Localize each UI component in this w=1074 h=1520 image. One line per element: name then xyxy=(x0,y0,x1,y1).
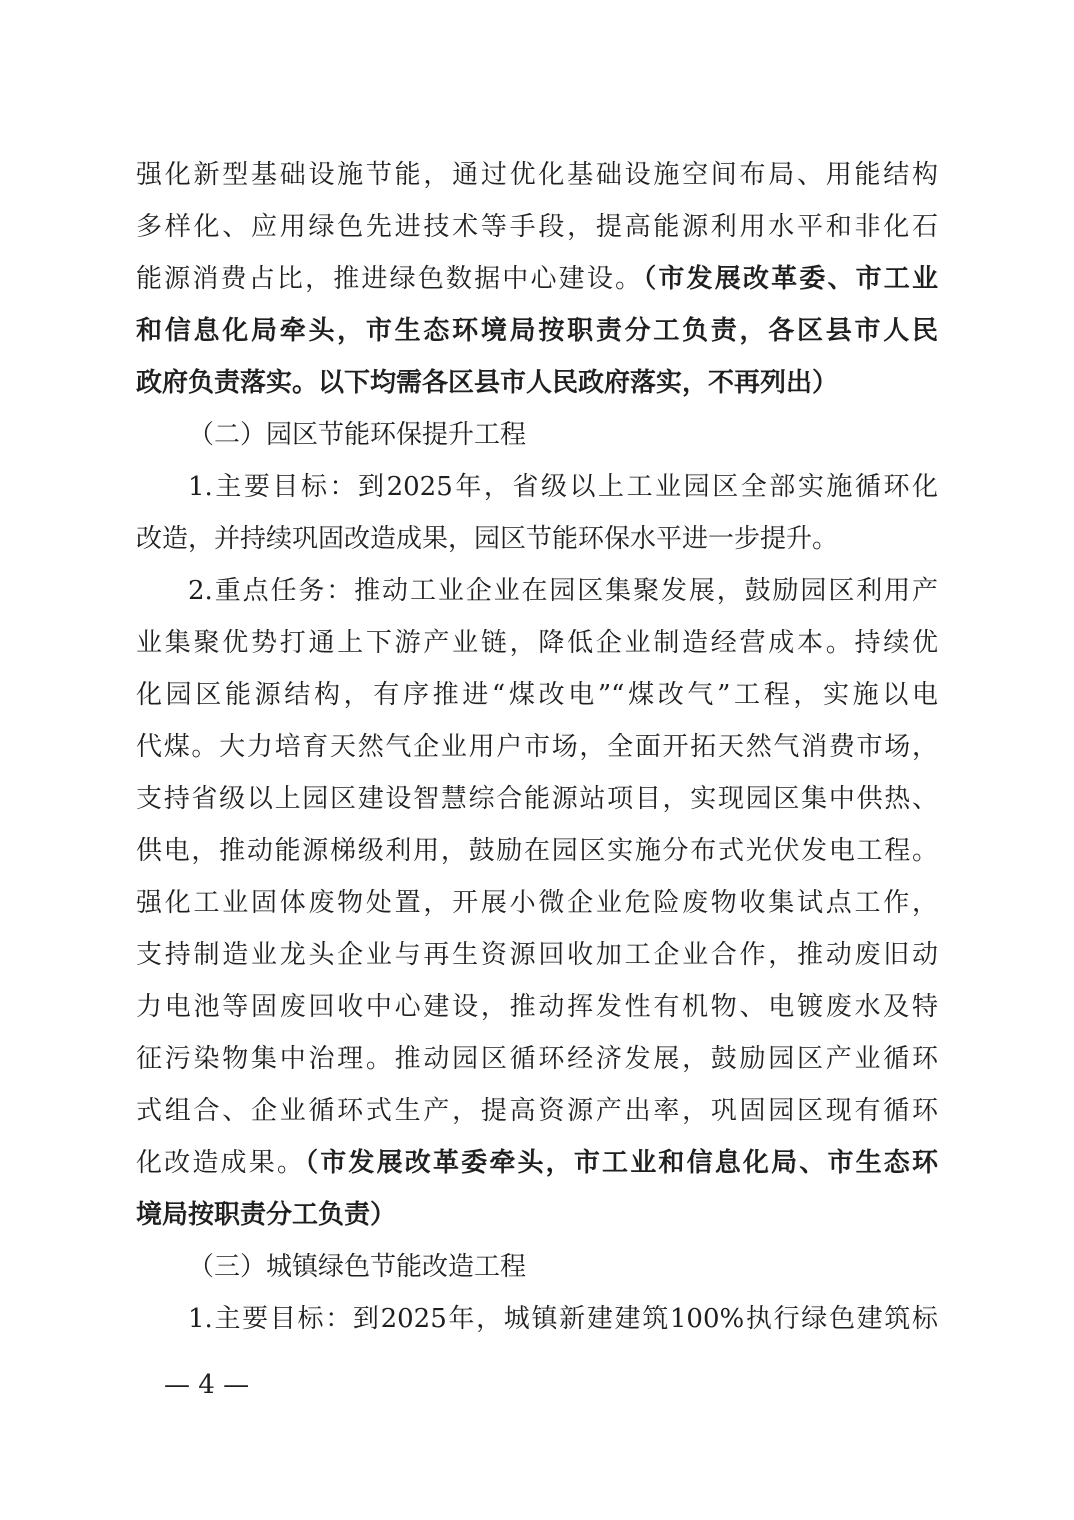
body-line-15: 强化工业固体废物处置，开展小微企业危险废物收集试点工作， xyxy=(136,888,938,918)
page-number: — 4 — xyxy=(164,1370,250,1400)
body-line-8: 改造，并持续巩固改造成果，园区节能环保水平进一步提升。 xyxy=(136,524,839,554)
body-line-1: 强化新型基础设施节能，通过优化基础设施空间布局、用能结构 xyxy=(136,160,938,190)
responsibility-note: （市发展改革委牵头，市工业和信息化局、市生态环 xyxy=(305,1148,938,1178)
body-line-12: 代煤。大力培育天然气企业用户市场，全面开拓天然气消费市场， xyxy=(136,732,938,762)
body-line-14: 供电，推动能源梯级利用，鼓励在园区实施分布式光伏发电工程。 xyxy=(136,836,938,866)
section-heading-3: （三）城镇绿色节能改造工程 xyxy=(188,1252,527,1282)
body-line-23: 1.主要目标：到2025年，城镇新建建筑100%执行绿色建筑标 xyxy=(188,1304,938,1334)
body-line-9: 2.重点任务：推动工业企业在园区集聚发展，鼓励园区利用产 xyxy=(188,576,938,606)
responsibility-note: 和信息化局牵头，市生态环境局按职责分工负责，各区县市人民 xyxy=(136,316,938,346)
body-line-5 xyxy=(136,363,938,403)
responsibility-note: （市发展改革委、市工业 xyxy=(643,264,938,294)
body-line-18: 征污染物集中治理。推动园区循环经济发展，鼓励园区产业循环 xyxy=(136,1044,938,1074)
responsibility-note: 境局按职责分工负责） xyxy=(136,1200,397,1230)
body-line-10: 业集聚优势打通上下游产业链，降低企业制造经营成本。持续优 xyxy=(136,628,938,658)
body-line-21 xyxy=(136,1195,938,1235)
body-line-2: 多样化、应用绿色先进技术等手段，提高能源利用水平和非化石 xyxy=(136,212,938,242)
body-line-3: 能源消费占比，推进绿色数据中心建设。（市发展改革委、市工业 xyxy=(136,264,938,294)
body-line-13: 支持省级以上园区建设智慧综合能源站项目，实现园区集中供热、 xyxy=(136,784,938,814)
body-line-16: 支持制造业龙头企业与再生资源回收加工企业合作，推动废旧动 xyxy=(136,940,938,970)
body-line-20: 化改造成果。（市发展改革委牵头，市工业和信息化局、市生态环 xyxy=(136,1148,938,1178)
responsibility-note: 政府负责落实。以下均需各区县市人民政府落实，不再列出） xyxy=(136,368,839,398)
body-line-17: 力电池等固废回收中心建设，推动挥发性有机物、电镀废水及特 xyxy=(136,992,938,1022)
body-line-7: 1.主要目标：到2025年，省级以上工业园区全部实施循环化 xyxy=(188,472,938,502)
section-heading-2: （二）园区节能环保提升工程 xyxy=(188,420,527,450)
body-line-19: 式组合、企业循环式生产，提高资源产出率，巩固园区现有循环 xyxy=(136,1096,938,1126)
body-line-4 xyxy=(136,311,938,351)
body-line-11: 化园区能源结构，有序推进“煤改电”“煤改气”工程，实施以电 xyxy=(136,680,938,710)
